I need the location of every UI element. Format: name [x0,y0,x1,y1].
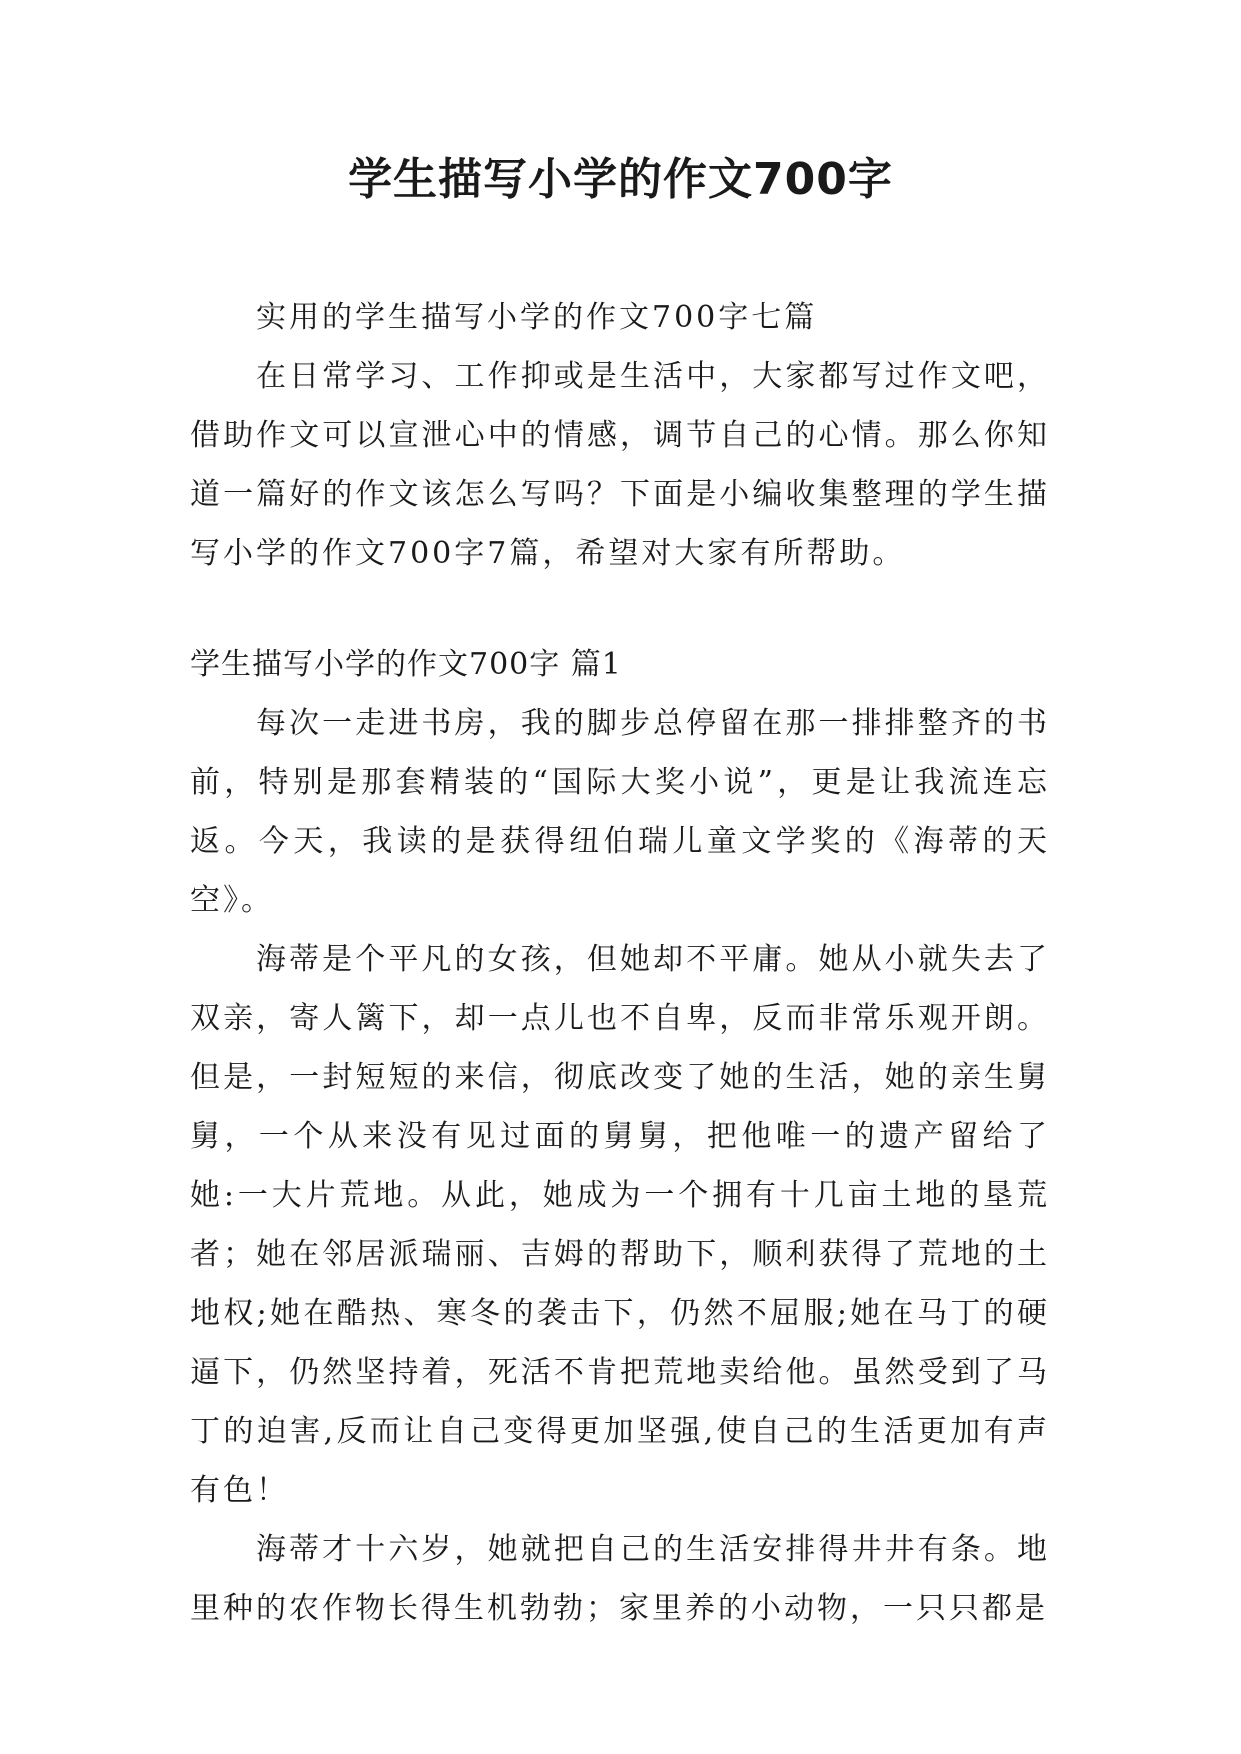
body-paragraph: 海蒂才十六岁，她就把自己的生活安排得井井有条。地里种的农作物长得生机勃勃；家里养的小动物，一只只都是 [190,1532,1050,1626]
document-title: 学生描写小学的作文700字 [348,154,893,205]
intro-paragraph: 在日常学习、工作抑或是生活中，大家都写过作文吧，借助作文可以宣泄心中的情感，调节自己的心情。那么你知道一篇好的作文该怎么写吗？下面是小编收集整理的学生描写小学的作文700字7篇，希望对大家有所帮助。 [190,359,1050,571]
body-paragraph: 每次一走进书房，我的脚步总停留在那一排排整齐的书前，特别是那套精装的“国际大奖小说”，更是让我流连忘返。今天，我读的是获得纽伯瑞儿童文学奖的《海蒂的天空》。 [190,706,1050,918]
document-subtitle: 实用的学生描写小学的作文700字七篇 [256,300,818,335]
section-heading: 学生描写小学的作文700字 篇1 [190,647,622,682]
document-body [190,288,1050,1638]
body-paragraph: 海蒂是个平凡的女孩，但她却不平庸。她从小就失去了双亲，寄人篱下，却一点儿也不自卑，反而非常乐观开朗。但是，一封短短的来信，彻底改变了她的生活，她的亲生舅舅，一个从来没有见过面的舅舅，把他唯一的遗产留给了她:一大片荒地。从此，她成为一个拥有十几亩土地的垦荒者；她在邻居派瑞丽、吉姆的帮助下，顺利获得了荒地的土地权;她在酷热、寒冬的袭击下，仍然不屈服;她在马丁的硬逼下，仍然坚持着，死活不肯把荒地卖给他。虽然受到了马丁的迫害,反而让自己变得更加坚强,使自己的生活更加有声有色！ [190,942,1050,1508]
